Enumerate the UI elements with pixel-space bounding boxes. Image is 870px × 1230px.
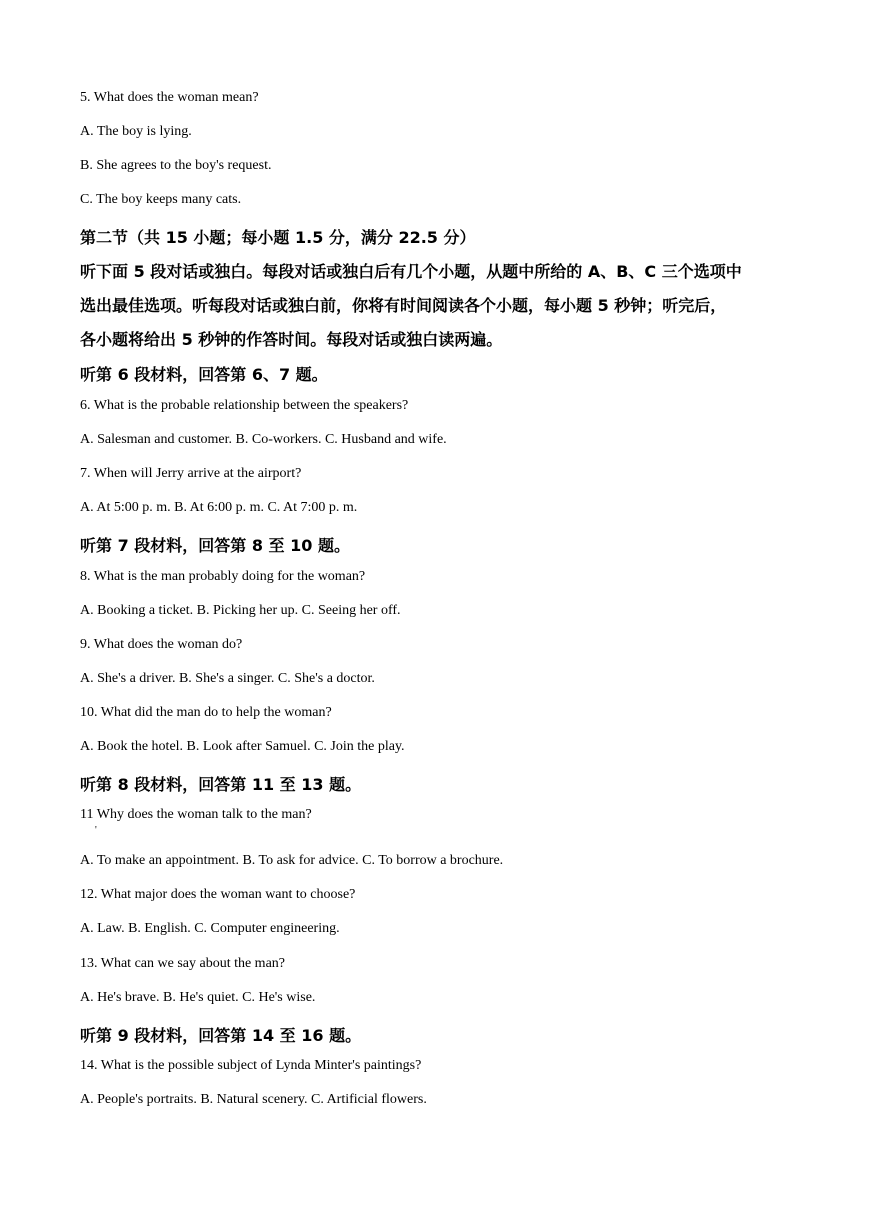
q11-options: A. To make an appointment. B. To ask for advice. C. To borrow a brochure. [80,853,504,868]
q9-options: A. She's a driver. B. She's a singer. C. She's a doctor. [80,671,375,686]
question-11: 11 Why does the woman talk to the man? [80,807,312,822]
question-6: 6. What is the probable relationship between the speakers? [80,398,409,413]
question-12: 12. What major does the woman want to choose? [80,887,356,902]
section-2-heading: 第二节（共 15 小题；每小题 1.5 分，满分 22.5 分） [80,228,476,247]
question-14: 14. What is the possible subject of Lynda Minter's paintings? [80,1058,422,1073]
q10-options: A. Book the hotel. B. Look after Samuel. C. Join the play. [80,739,405,754]
stray-mark: ' [95,825,97,836]
question-9: 9. What does the woman do? [80,637,243,652]
q13-options: A. He's brave. B. He's quiet. C. He's wise. [80,990,316,1005]
q5-option-c: C. The boy keeps many cats. [80,192,242,207]
material-7-heading: 听第 7 段材料，回答第 8 至 10 题。 [80,536,350,555]
q5-option-a: A. The boy is lying. [80,124,192,139]
q12-options: A. Law. B. English. C. Computer engineering. [80,921,340,936]
section-2-instructions-line-3: 各小题将给出 5 秒钟的作答时间。每段对话或独白读两遍。 [80,330,503,349]
q8-options: A. Booking a ticket. B. Picking her up. C. Seeing her off. [80,603,401,618]
section-2-instructions-line-2: 选出最佳选项。听每段对话或独白前，你将有时间阅读各个小题，每小题 5 秒钟；听完后， [80,296,727,315]
material-6-heading: 听第 6 段材料，回答第 6、7 题。 [80,365,328,384]
material-8-heading: 听第 8 段材料，回答第 11 至 13 题。 [80,775,362,794]
q7-options: A. At 5:00 p. m. B. At 6:00 p. m. C. At 7:00 p. m. [80,500,358,515]
question-8: 8. What is the man probably doing for the woman? [80,569,366,584]
q14-options: A. People's portraits. B. Natural scenery. C. Artificial flowers. [80,1092,427,1107]
material-9-heading: 听第 9 段材料，回答第 14 至 16 题。 [80,1026,362,1045]
question-5: 5. What does the woman mean? [80,90,259,105]
section-2-instructions-line-1: 听下面 5 段对话或独白。每段对话或独白后有几个小题，从题中所给的 A、B、C 三个选项中 [80,262,742,281]
question-7: 7. When will Jerry arrive at the airport? [80,466,302,481]
question-13: 13. What can we say about the man? [80,956,286,971]
q6-options: A. Salesman and customer. B. Co-workers. C. Husband and wife. [80,432,447,447]
question-10: 10. What did the man do to help the woman? [80,705,332,720]
q5-option-b: B. She agrees to the boy's request. [80,158,272,173]
